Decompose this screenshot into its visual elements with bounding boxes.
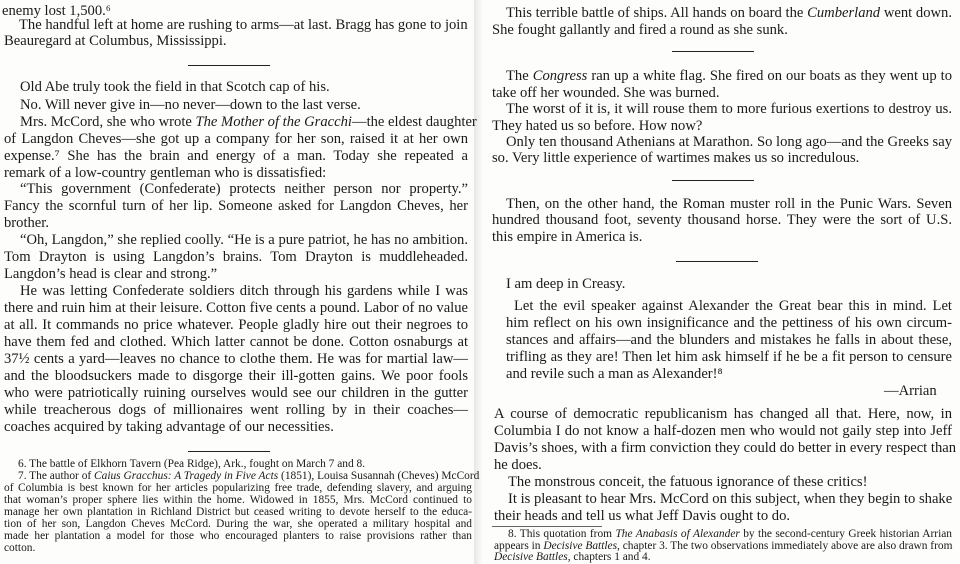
ship-name: Congress [532,68,588,84]
paragraph-line: Langdon’s head is clear and strong.” [4,266,218,282]
paragraph-line: remark of a low-country gentleman who is dissatisfied: [4,165,327,181]
footnote-line: cotton. [4,542,36,554]
quote-line: and revile such a man as Alexander!⁸ [506,366,723,382]
quote-line: him reflect on his own insignificance and the pettiness of his own circum- [506,315,952,331]
paragraph-line: Fancy the scornful turn of her lip. Someone asked for Langdon Cheves, her [4,198,468,214]
section-divider [188,65,270,66]
paragraph-line: The handful left at home are rushing to arms—at last. Bragg has gone to join [19,17,468,33]
paragraph-line: He was letting Confederate soldiers ditch through his gardens while I was [20,283,468,299]
section-divider [672,51,754,52]
paragraph-line: who were patriotically ruining ourselves would see our children in the gutter [4,385,468,401]
quote-line: trifling as they are! Then let him ask himself if he be a fit person to censure [506,349,952,365]
paragraph-line: there and ruin him at their leisure. Cotton five cents a pound. Labor of no value [4,300,468,316]
paragraph-line: of Langdon Cheves—she got up a company for her son, raised it at her own [4,131,468,147]
paragraph-line: The monstrous conceit, the fatuous ignorance of these critics! [508,474,868,490]
paragraph-line: I am deep in Creasy. [506,276,626,292]
paragraph-line: 37½ cents a yard—leaves no chance to clothe them. He was for martial law— [4,351,468,367]
footnote-7 [18,470,480,483]
paragraph-line: their heads and tell us what Jeff Davis ought to do. [494,508,791,524]
text-run: The [506,68,533,84]
paragraph-line: and the bloodsuckers made to disgorge their ill-gotten gains. We poor fools [4,368,468,384]
text-run: , chapter 3. The two observations immediately above are also drawn from [617,540,953,552]
footnote-line: made her plantation a model for those who encouraged planters to raise provisions rather than [4,530,472,542]
text-run: 7. The author of [18,470,95,482]
book-title: The Mother of the Gracchi [195,114,352,130]
paragraph-line [506,5,952,22]
book-title: Caius Gracchus: A Tragedy in Five Acts [94,470,279,482]
footnote-divider [492,526,602,527]
paragraph-line: have them fed and clothed. Which latter cannot be done. Cotton osnaburgs at [4,334,468,350]
paragraph-line: expense.⁷ She has the brain and energy of a man. Today she repeated a [4,148,468,164]
text-run: ran up a white flag. She fired on our boats as they went up to [587,68,952,84]
paragraph-line: take off her wounded. She was burned. [492,85,720,101]
paragraph-line: Old Abe truly took the field in that Scotch cap of his. [20,79,330,95]
text-run: , chapters 1 and 4. [567,551,651,563]
text-run: by the second-century Greek historian Arrian [739,528,952,540]
paragraph-line: Then, on the other hand, the Roman muster roll in the Punic Wars. Seven [506,196,952,212]
text-run: —the eldest daughter [351,114,477,130]
text-run: went down. [880,5,952,21]
section-divider [188,451,270,452]
footnote-6: 6. The battle of Elkhorn Tavern (Pea Ridge), Ark., fought on March 7 and 8. [18,458,366,470]
footnote-line: manage her own plantation in Richland District but ceased writing to devote herself to the educa- [4,506,472,518]
paragraph-line: “This government (Confederate) protects neither person nor property.” [20,181,468,197]
footnote-line: tion of her son, Langdon Cheves McCord. During the war, she operated a military hospital and [4,518,472,530]
paragraph-line: “Oh, Langdon,” she replied coolly. “He is a pure patriot, he has no ambition. [20,232,468,248]
text-run: (1851), Louisa Susannah (Cheves) McCord [278,470,480,482]
quote-attribution: —Arrian [884,383,937,399]
paragraph-line: while treacherous dogs of millionaires went rolling by in their coaches— [4,402,468,418]
paragraph-line: It is pleasant to hear Mrs. McCord on this subject, when they begin to shake [508,491,953,507]
text-run: Mrs. McCord, she who wrote [20,114,196,130]
paragraph-line: this empire in America is. [492,229,643,245]
paragraph-line: No. Will never give in—no never—down to the last verse. [20,97,361,113]
paragraph-line: Tom Drayton is using Langdon’s brains. Tom Drayton is muddleheaded. [4,249,468,265]
section-divider [676,261,758,262]
quote-line: stances and affairs—and the blunders and mistakes he falls in about these, [506,332,952,348]
paragraph-line: Davis’s shoes, with a firm conviction they could do better in every respect than [494,440,957,456]
paragraph-line: The worst of it is, it will rouse them to more furious exertions to destroy us. [506,101,952,117]
text-run: 8. This quotation from [508,528,616,540]
footnote-8 [508,528,952,541]
paragraph-line [506,68,952,85]
ship-name: Cumberland [807,5,881,21]
book-title: The Anabasis of Alexander [615,528,740,540]
paragraph-line: hundred thousand foot, seventy thousand horse. They were the sort of U.S. [492,212,952,228]
text-run: appears in [494,540,544,552]
footnote-line: that woman’s proper sphere lies within the home. Widowed in 1855, Mrs. McCord continued to [4,494,472,506]
text-run: This terrible battle of ships. All hands on board the [506,5,808,21]
footnote-line [494,551,651,564]
paragraph-line: They hated us so before. How now? [492,118,703,134]
paragraph-line: enemy lost 1,500.⁶ [2,3,111,19]
book-title: Decisive Battles [543,540,618,552]
book-title: Decisive Battles [494,551,568,563]
footnote-line: of Columbia is best known for her articles popularizing free trade, defending slavery, and arguing [4,482,472,494]
paragraph-line: brother. [4,215,49,231]
paragraph-line: so. Very little experience of wartimes makes us so incredulous. [492,150,860,166]
paragraph-line: Columbia I do not know a half-dozen men who would not gaily step into Jeff [494,423,952,439]
paragraph-line: A course of democratic republicanism has changed all that. Here, now, in [494,406,952,422]
paragraph-line: coaches acquired by taking advantage of our necessities. [4,419,334,435]
paragraph-line: at all. It commands no price whatever. People gladly hire out their negroes to [4,317,468,333]
paragraph-line: She fought gallantly and fired a round as she sunk. [492,22,788,38]
paragraph-line: Beauregard at Columbus, Mississippi. [4,33,227,49]
quote-line: Let the evil speaker against Alexander the Great bear this in mind. Let [514,298,952,314]
paragraph-line: Only ten thousand Athenians at Marathon. So long ago—and the Greeks say [506,134,952,150]
paragraph-line: he does. [494,457,542,473]
paragraph-line [20,114,477,131]
section-divider [672,180,754,181]
